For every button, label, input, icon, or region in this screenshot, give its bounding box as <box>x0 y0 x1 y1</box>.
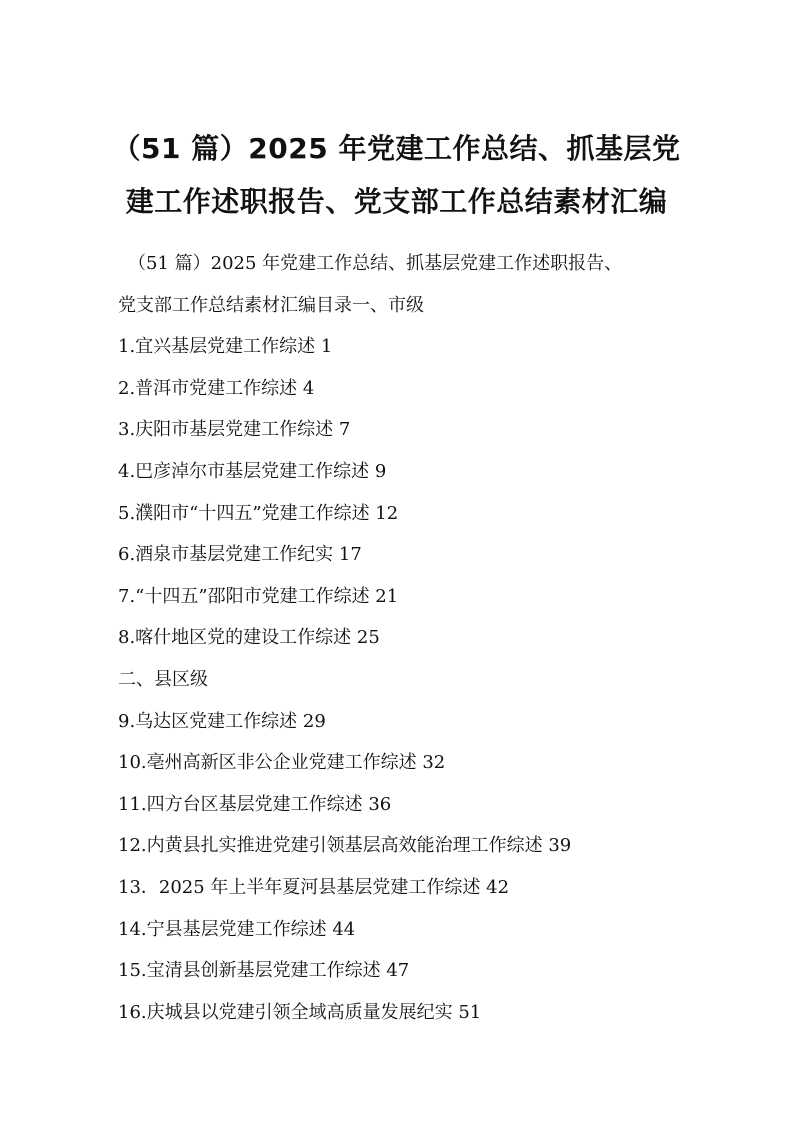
title-line-2: 建工作述职报告、党支部工作总结素材汇编 <box>125 185 668 218</box>
toc-item: 3.庆阳市基层党建工作综述 7 <box>118 419 351 441</box>
toc-item: 12.内黄县扎实推进党建引领基层高效能治理工作综述 39 <box>118 835 572 857</box>
toc-item: 7.“十四五”邵阳市党建工作综述 21 <box>118 585 399 607</box>
toc-item: 2.普洱市党建工作综述 4 <box>118 377 315 399</box>
document-title <box>0 122 793 228</box>
toc-item: 16.庆城县以党建引领全域高质量发展纪实 51 <box>118 1001 482 1023</box>
toc-item: 10.亳州高新区非公企业党建工作综述 32 <box>118 752 446 774</box>
toc-item: 15.宝清县创新基层党建工作综述 47 <box>118 960 410 982</box>
toc-item: 5.濮阳市“十四五”党建工作综述 12 <box>118 502 399 524</box>
toc-section-heading: 二、县区级 <box>118 668 208 690</box>
toc-item: 13．2025 年上半年夏河县基层党建工作综述 42 <box>118 876 510 898</box>
toc-item: 9.乌达区党建工作综述 29 <box>118 710 326 732</box>
toc-item: 4.巴彦淖尔市基层党建工作综述 9 <box>118 460 387 482</box>
toc-item: 8.喀什地区党的建设工作综述 25 <box>118 627 380 649</box>
toc-item: 1.宜兴基层党建工作综述 1 <box>118 336 333 358</box>
title-line-1: （51 篇）2025 年党建工作总结、抓基层党 <box>112 132 681 165</box>
intro-line-2: 党支部工作总结素材汇编目录一、市级 <box>118 294 424 316</box>
document-body <box>118 243 693 1033</box>
intro-line-1: （51 篇）2025 年党建工作总结、抓基层党建工作述职报告、 <box>128 253 623 274</box>
toc-item: 14.宁县基层党建工作综述 44 <box>118 918 356 940</box>
toc-item: 11.四方台区基层党建工作综述 36 <box>118 793 392 815</box>
toc-item: 6.酒泉市基层党建工作纪实 17 <box>118 544 362 566</box>
